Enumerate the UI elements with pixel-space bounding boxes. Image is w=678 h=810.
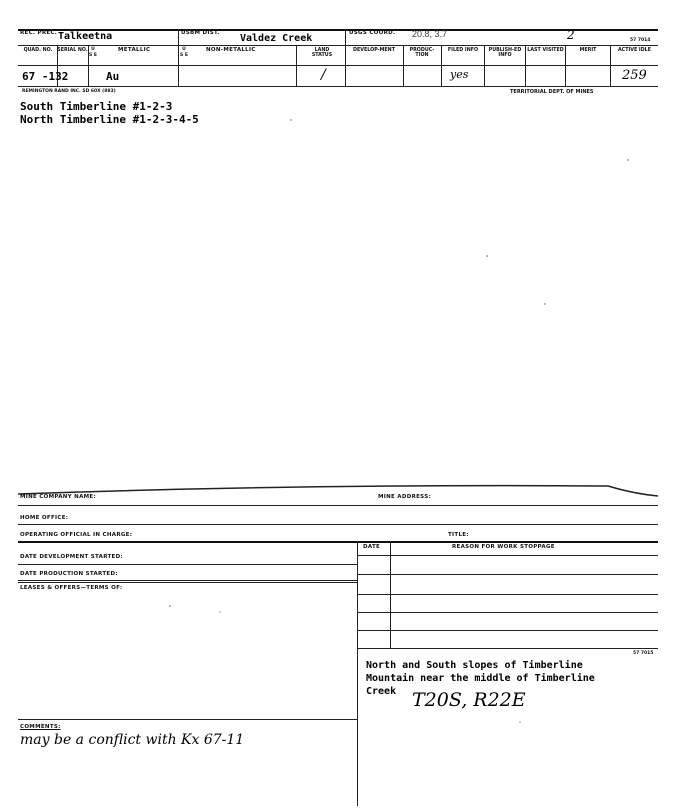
- rec-prec-label: REC. PREC.: [20, 30, 58, 36]
- quad-serial-value: 67 -132: [22, 70, 69, 83]
- title-label: TITLE:: [448, 532, 469, 538]
- usbm-dist-value: Valdez Creek: [240, 33, 313, 44]
- claim-line: North Timberline #1-2-3-4-5: [20, 113, 199, 126]
- form-number-2: 57 7015: [633, 651, 654, 656]
- form-number: 57 7014: [630, 38, 651, 43]
- date-column-label: DATE: [363, 544, 381, 550]
- claim-line: South Timberline #1-2-3: [20, 100, 173, 113]
- serial-no-label: SERIAL NO.: [57, 48, 88, 53]
- top-right-mark: 2: [567, 28, 575, 42]
- quad-no-label: QUAD. NO.: [23, 48, 53, 53]
- comments-label: COMMENTS:: [20, 724, 61, 730]
- usbm-dist-label: USBM DIST.: [181, 30, 220, 36]
- printer-line: REMINGTON RAND INC. SD 60X (883): [22, 89, 116, 94]
- mine-company-label: MINE COMPANY NAME:: [20, 494, 96, 500]
- last-visited-label: LAST VISITED: [527, 48, 564, 53]
- location-note-line: Creek: [366, 686, 397, 697]
- usgs-coord-value: 20.8, 3.7: [412, 29, 448, 39]
- land-status-label: LAND STATUS: [311, 48, 333, 59]
- metallic-label: METALLIC: [118, 47, 151, 53]
- filed-info-value: yes: [450, 68, 469, 81]
- nonmetallic-label: NON-METALLIC: [206, 47, 256, 53]
- merit-label: MERIT: [579, 48, 597, 53]
- use-letters-nonmetallic: U S E: [180, 47, 188, 58]
- comments-value: may be a conflict with Kx 67-11: [20, 732, 245, 748]
- operating-official-label: OPERATING OFFICIAL IN CHARGE:: [20, 532, 133, 538]
- home-office-label: HOME OFFICE:: [20, 515, 69, 521]
- development-label: DEVELOP-MENT: [353, 48, 395, 53]
- date-production-label: DATE PRODUCTION STARTED:: [20, 571, 118, 577]
- dept-line: TERRITORIAL DEPT. OF MINES: [510, 89, 594, 95]
- date-development-label: DATE DEVELOPMENT STARTED:: [20, 554, 123, 560]
- land-status-mark: /: [321, 67, 326, 83]
- published-info-label: PUBLISH-ED INFO: [488, 48, 522, 59]
- leases-offers-label: LEASES & OFFERS—TERMS OF:: [20, 585, 123, 591]
- production-label: PRODUC-TION: [409, 48, 435, 59]
- reason-column-label: REASON FOR WORK STOPPAGE: [452, 544, 555, 550]
- mine-address-label: MINE ADDRESS:: [378, 494, 431, 500]
- township-note: T20S, R22E: [412, 689, 526, 711]
- rec-prec-value: Talkeetna: [58, 31, 113, 42]
- active-idle-label: ACTIVE IDLE: [617, 48, 652, 53]
- usgs-coord-label: USGS COORD.: [349, 30, 396, 36]
- filed-info-label: FILED INFO: [447, 48, 479, 53]
- location-note-line: Mountain near the middle of Timberline: [366, 673, 595, 684]
- active-idle-value: 259: [622, 68, 647, 83]
- use-letters-metallic: U S E: [89, 47, 97, 58]
- metallic-value: Au: [106, 70, 120, 83]
- location-note-line: North and South slopes of Timberline: [366, 660, 583, 671]
